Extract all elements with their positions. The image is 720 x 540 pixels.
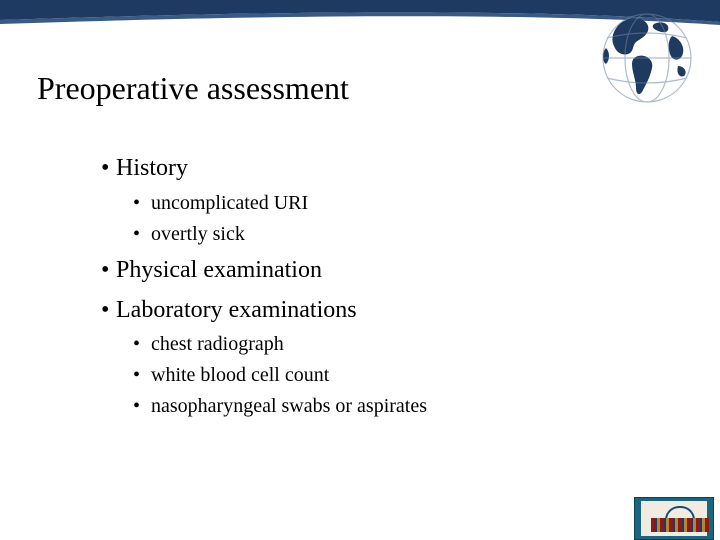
- bullet-text: uncomplicated URI: [151, 192, 309, 214]
- sub-bullet-uri: [133, 190, 308, 216]
- sub-bullet-wbc: [133, 362, 329, 388]
- logo-wordmark-icon: [651, 518, 709, 532]
- bullet-text: chest radiograph: [151, 333, 284, 355]
- bullet-text: Physical examination: [116, 257, 322, 283]
- bullet-dot: •: [133, 333, 141, 355]
- bullet-text: overtly sick: [151, 223, 245, 245]
- bullet-text: Laboratory examinations: [116, 297, 357, 323]
- bullet-dot: •: [101, 155, 110, 181]
- bullet-history: [101, 153, 188, 183]
- bullet-dot: •: [101, 257, 110, 283]
- sub-bullet-swabs: [133, 393, 427, 419]
- bullet-dot: •: [133, 192, 141, 214]
- bullet-dot: •: [133, 395, 141, 417]
- bullet-lab-exams: [101, 295, 357, 325]
- bullet-dot: •: [133, 223, 141, 245]
- bullet-dot: •: [133, 364, 141, 386]
- slide-title: Preoperative assessment: [37, 70, 349, 106]
- bullet-text: History: [116, 155, 188, 181]
- sub-bullet-chest: [133, 331, 284, 357]
- bullet-physical-exam: [101, 255, 322, 285]
- society-logo-icon: [634, 497, 714, 540]
- logo-panel: [641, 501, 707, 536]
- bullet-dot: •: [101, 297, 110, 323]
- bullet-text: white blood cell count: [151, 364, 330, 386]
- sub-bullet-sick: [133, 221, 245, 247]
- bullet-text: nasopharyngeal swabs or aspirates: [151, 395, 428, 417]
